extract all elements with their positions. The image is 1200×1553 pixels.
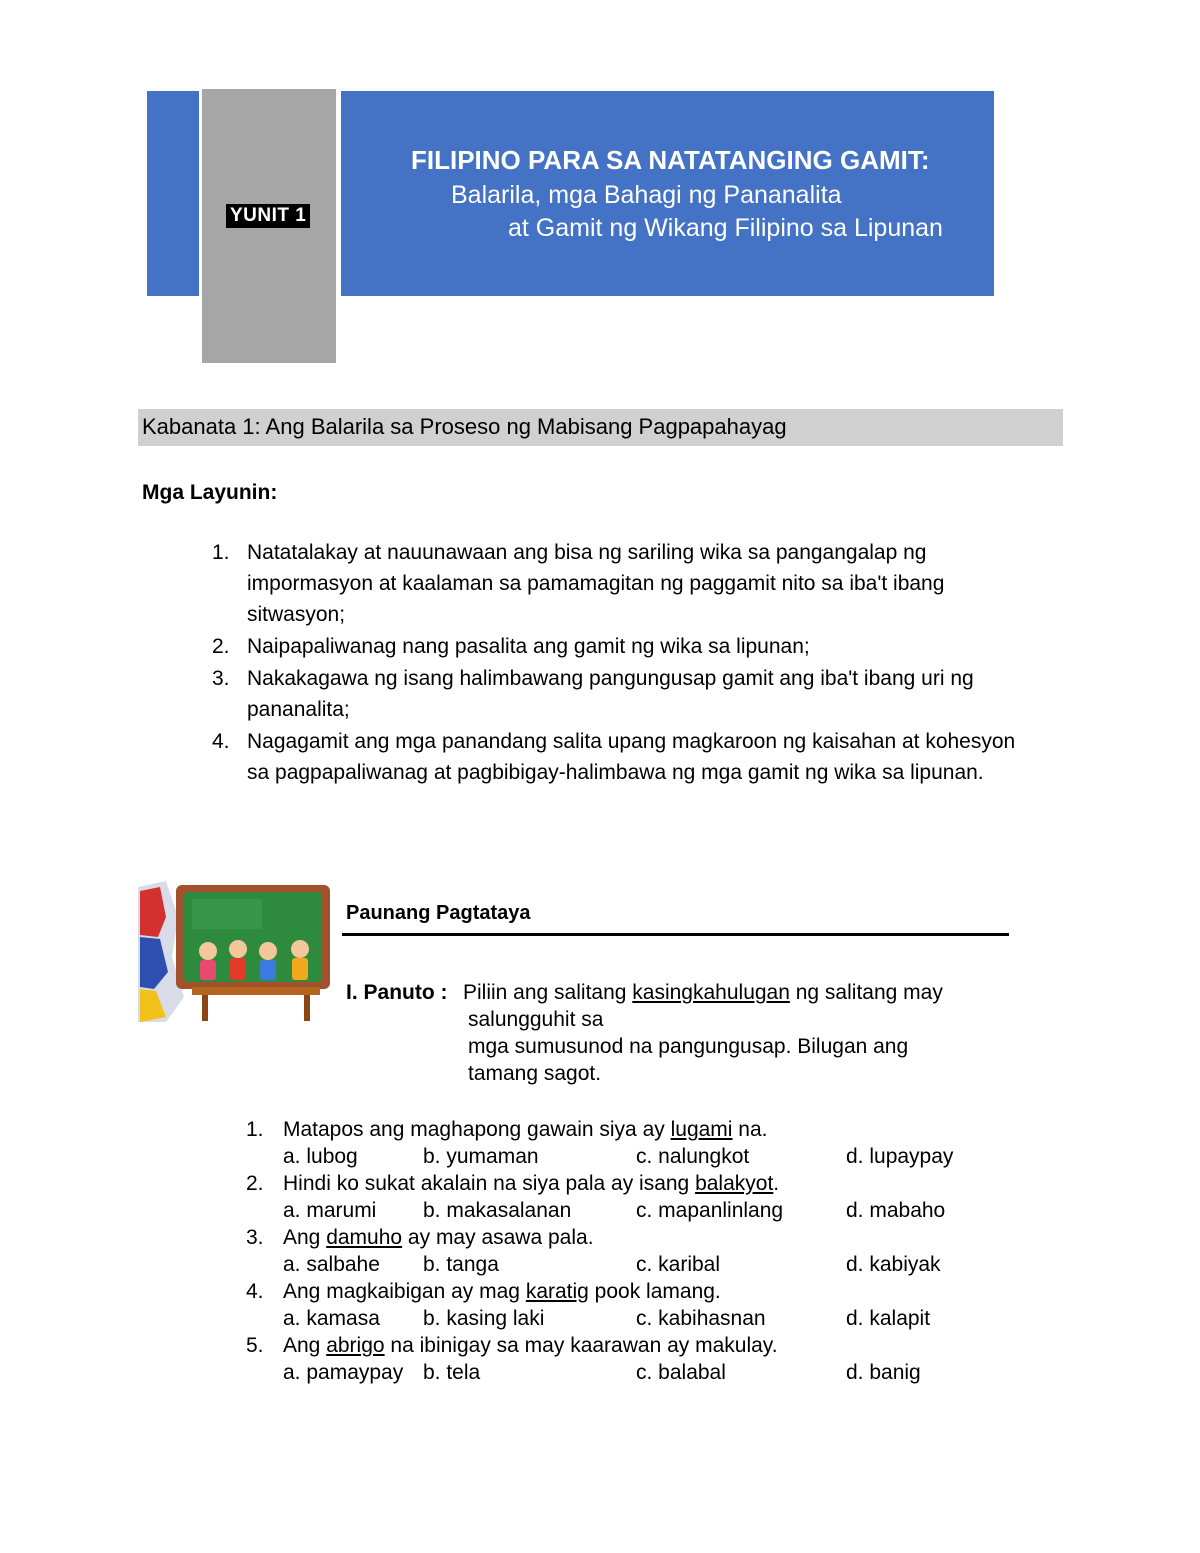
question-number: 4. — [246, 1280, 264, 1303]
underlined-term: kasingkahulugan — [632, 981, 790, 1004]
objective-text: Nagagamit ang mga panandang salita upang magkaroon ng kaisahan at kohesyon sa pagpapaliwanag at pagbibigay-halimbawa ng mga gamit ng wika sa lipunan. — [247, 730, 1016, 784]
objective-item — [212, 663, 1042, 725]
underlined-word: lugami — [670, 1118, 733, 1141]
choice-d: d. mabaho — [846, 1199, 946, 1222]
underlined-word: balakyot — [695, 1172, 774, 1195]
choice-a: a. marumi — [283, 1199, 377, 1222]
child-2-body — [230, 958, 246, 980]
instruction-colon: : — [440, 981, 448, 1004]
question-text: Ang magkaibigan ay mag karatig pook lamang. — [283, 1280, 721, 1303]
underlined-word: karatig — [525, 1280, 589, 1303]
bench-top — [192, 987, 320, 995]
question-number: 3. — [246, 1226, 264, 1249]
child-4 — [291, 940, 309, 958]
objective-text: Naipapaliwanag nang pasalita ang gamit ng wika sa lipunan; — [247, 635, 810, 658]
objective-item — [212, 631, 1042, 662]
section-divider — [342, 933, 1009, 936]
child-3-body — [260, 960, 276, 980]
question-text: Ang abrigo na ibinigay sa may kaarawan ay makulay. — [283, 1334, 778, 1357]
unit-label: YUNIT 1 — [226, 204, 310, 228]
child-2 — [229, 940, 247, 958]
question-number: 5. — [246, 1334, 264, 1357]
child-1-body — [200, 960, 216, 980]
objective-text: Nakakagawa ng isang halimbawang pangungusap gamit ang iba't ibang uri ng pananalita; — [247, 667, 974, 721]
objective-number: 4. — [212, 730, 230, 753]
bench-leg — [304, 995, 310, 1021]
section-title: Paunang Pagtataya — [346, 902, 531, 924]
instruction-label-text: I. Panuto — [346, 981, 435, 1004]
unit-subtitle-line2: at Gamit ng Wikang Filipino sa Lipunan — [508, 214, 943, 242]
choice-b: b. yumaman — [423, 1145, 539, 1168]
objective-number: 3. — [212, 667, 230, 690]
bench-leg — [202, 995, 208, 1021]
objectives-heading: Mga Layunin: — [142, 481, 278, 504]
unit-subtitle-line1: Balarila, mga Bahagi ng Pananalita — [451, 181, 842, 209]
chalkboard-shine — [192, 899, 262, 929]
underlined-word: abrigo — [326, 1334, 385, 1357]
underlined-word: damuho — [326, 1226, 403, 1249]
instruction-label — [346, 981, 448, 1005]
choice-c: c. mapanlinlang — [636, 1199, 784, 1222]
objective-text: Natatalakay at nauunawaan ang bisa ng sariling wika sa pangangalap ng impormasyon at kaalaman sa pamamagitan ng paggamit nito sa iba't ibang sitwasyon; — [247, 541, 945, 626]
choice-a: a. lubog — [283, 1145, 358, 1168]
instruction-line-4: tamang sagot. — [468, 1062, 602, 1085]
choice-a: a. salbahe — [283, 1253, 380, 1276]
choice-b: b. tanga — [423, 1253, 499, 1276]
question-text: Hindi ko sukat akalain na siya pala ay isang balakyot. — [283, 1172, 780, 1195]
choice-c: c. karibal — [636, 1253, 721, 1276]
chapter-title: Kabanata 1: Ang Balarila sa Proseso ng Mabisang Pagpapahayag — [142, 414, 787, 439]
unit-title: FILIPINO PARA SA NATATANGING GAMIT: — [411, 145, 930, 175]
choice-a: a. kamasa — [283, 1307, 380, 1330]
choice-d: d. kalapit — [846, 1307, 931, 1330]
classroom-illustration — [136, 877, 336, 1025]
choice-b: b. makasalanan — [423, 1199, 572, 1222]
child-1 — [199, 942, 217, 960]
choice-d: d. kabiyak — [846, 1253, 941, 1276]
instruction-line-1: Piliin ang salitang kasingkahulugan ng salitang may — [463, 981, 943, 1004]
objective-item — [212, 537, 1042, 630]
choice-b: b. tela — [423, 1361, 481, 1384]
question-text: Matapos ang maghapong gawain siya ay lugami na. — [283, 1118, 768, 1141]
question-text: Ang damuho ay may asawa pala. — [283, 1226, 594, 1249]
choice-c: c. kabihasnan — [636, 1307, 766, 1330]
objective-number: 2. — [212, 635, 230, 658]
instruction-line-3: mga sumusunod na pangungusap. Bilugan ang — [468, 1035, 909, 1058]
choice-c: c. balabal — [636, 1361, 726, 1384]
choice-b: b. kasing laki — [423, 1307, 545, 1330]
question-number: 2. — [246, 1172, 264, 1195]
header-blue-accent — [147, 91, 199, 296]
child-3 — [259, 942, 277, 960]
objective-item — [212, 726, 1042, 788]
choice-a: a. pamaypay — [283, 1361, 404, 1384]
choice-d: d. banig — [846, 1361, 921, 1384]
choice-c: c. nalungkot — [636, 1145, 750, 1168]
child-4-body — [292, 958, 308, 980]
objective-number: 1. — [212, 541, 230, 564]
instruction-line-2: salungguhit sa — [468, 1008, 604, 1031]
choice-d: d. lupaypay — [846, 1145, 954, 1168]
question-number: 1. — [246, 1118, 264, 1141]
